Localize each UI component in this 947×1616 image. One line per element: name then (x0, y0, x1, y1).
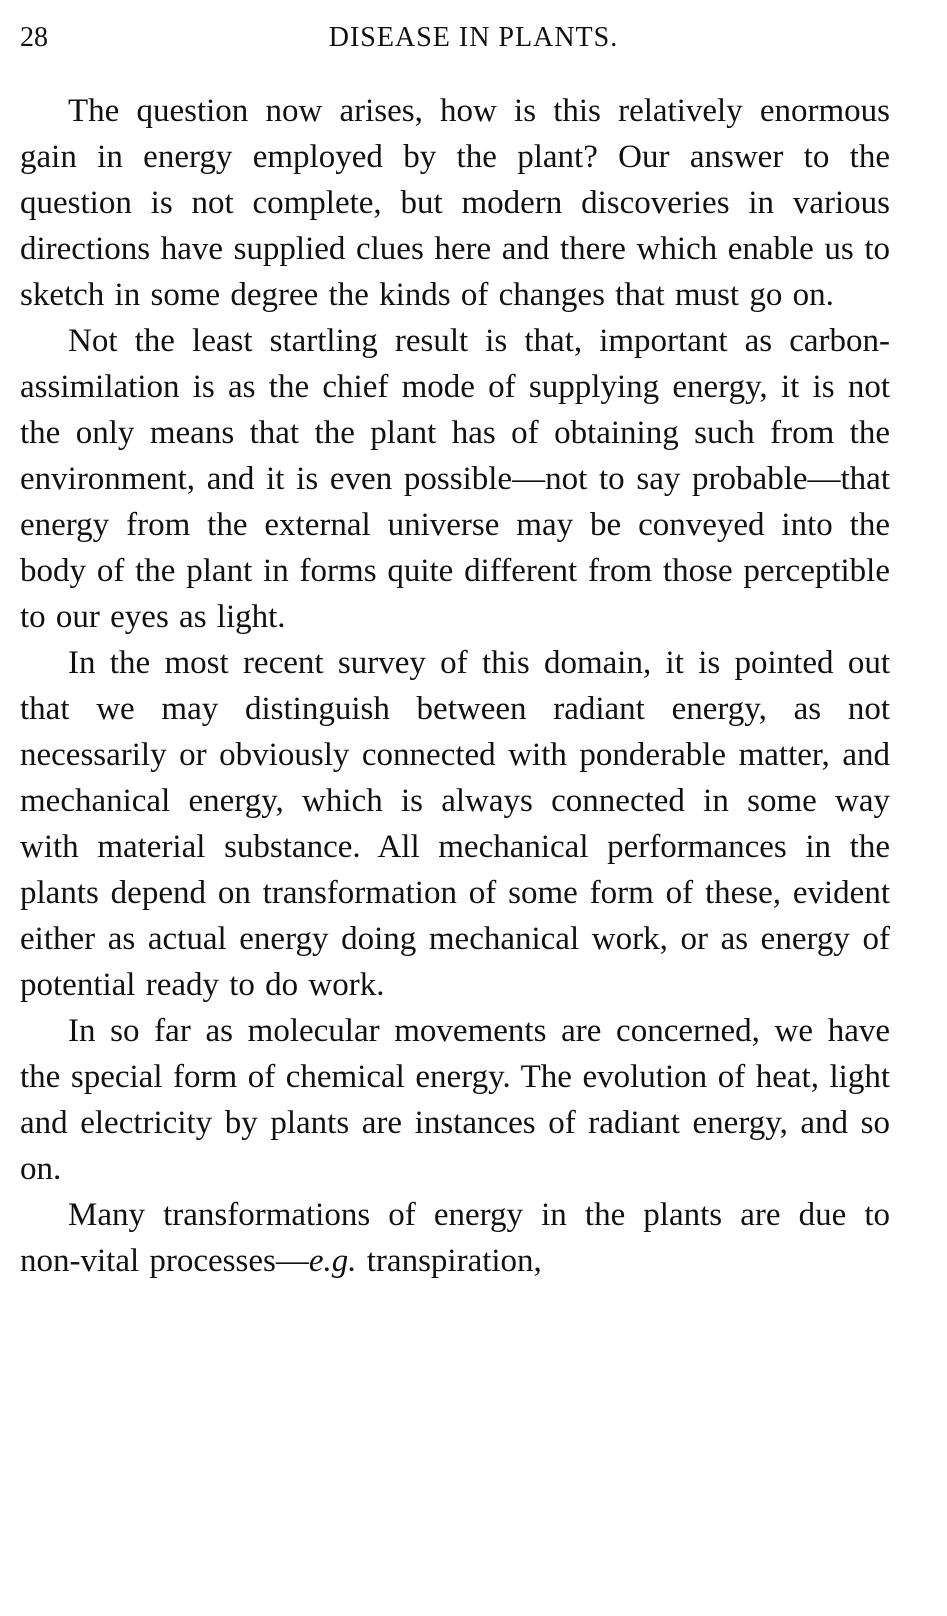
paragraph-3: In the most recent survey of this domain, it is pointed out that we may distinguish between radiant energy, as not necessarily or obviously connected with ponderable matter, and mechanical energy, which is always connected in some way with material substance. All mechanical performances in the plants depend on transformation of some form of these, evident either as actual energy doing mechanical work, or as energy of potential ready to do work. (20, 645, 890, 1003)
paragraph-5 (20, 1192, 890, 1284)
body-text (20, 88, 890, 1284)
running-title: DISEASE IN PLANTS. (328, 22, 619, 53)
paragraph-5-text-after: transpiration, (356, 1243, 542, 1279)
page-header (20, 18, 927, 58)
paragraph-1: The question now arises, how is this relatively enormous gain in energy employed by the plant? Our answer to the question is not complete, but modern discoveries in various directions have supplied clues here and there which enable us to sketch in some degree the kinds of changes that must go on. (20, 93, 890, 313)
paragraph-4: In so far as molecular movements are concerned, we have the special form of chemical energy. The evolution of heat, light and electricity by plants are instances of radiant energy, and so on. (20, 1013, 890, 1187)
paragraph-2: Not the least startling result is that, important as carbon-assimilation is as the chief mode of supplying energy, it is not the only means that the plant has of obtaining such from the environment, and it is even possible—not to say probable—that energy from the external universe may be conveyed into the body of the plant in forms quite different from those perceptible to our eyes as light. (20, 323, 890, 635)
page-number: 28 (20, 22, 48, 53)
paragraph-5-emphasis: e.g. (308, 1243, 357, 1279)
paragraph-5-text-before: Many transformations of energy in the plants are due to non-vital processes— (20, 1197, 890, 1279)
